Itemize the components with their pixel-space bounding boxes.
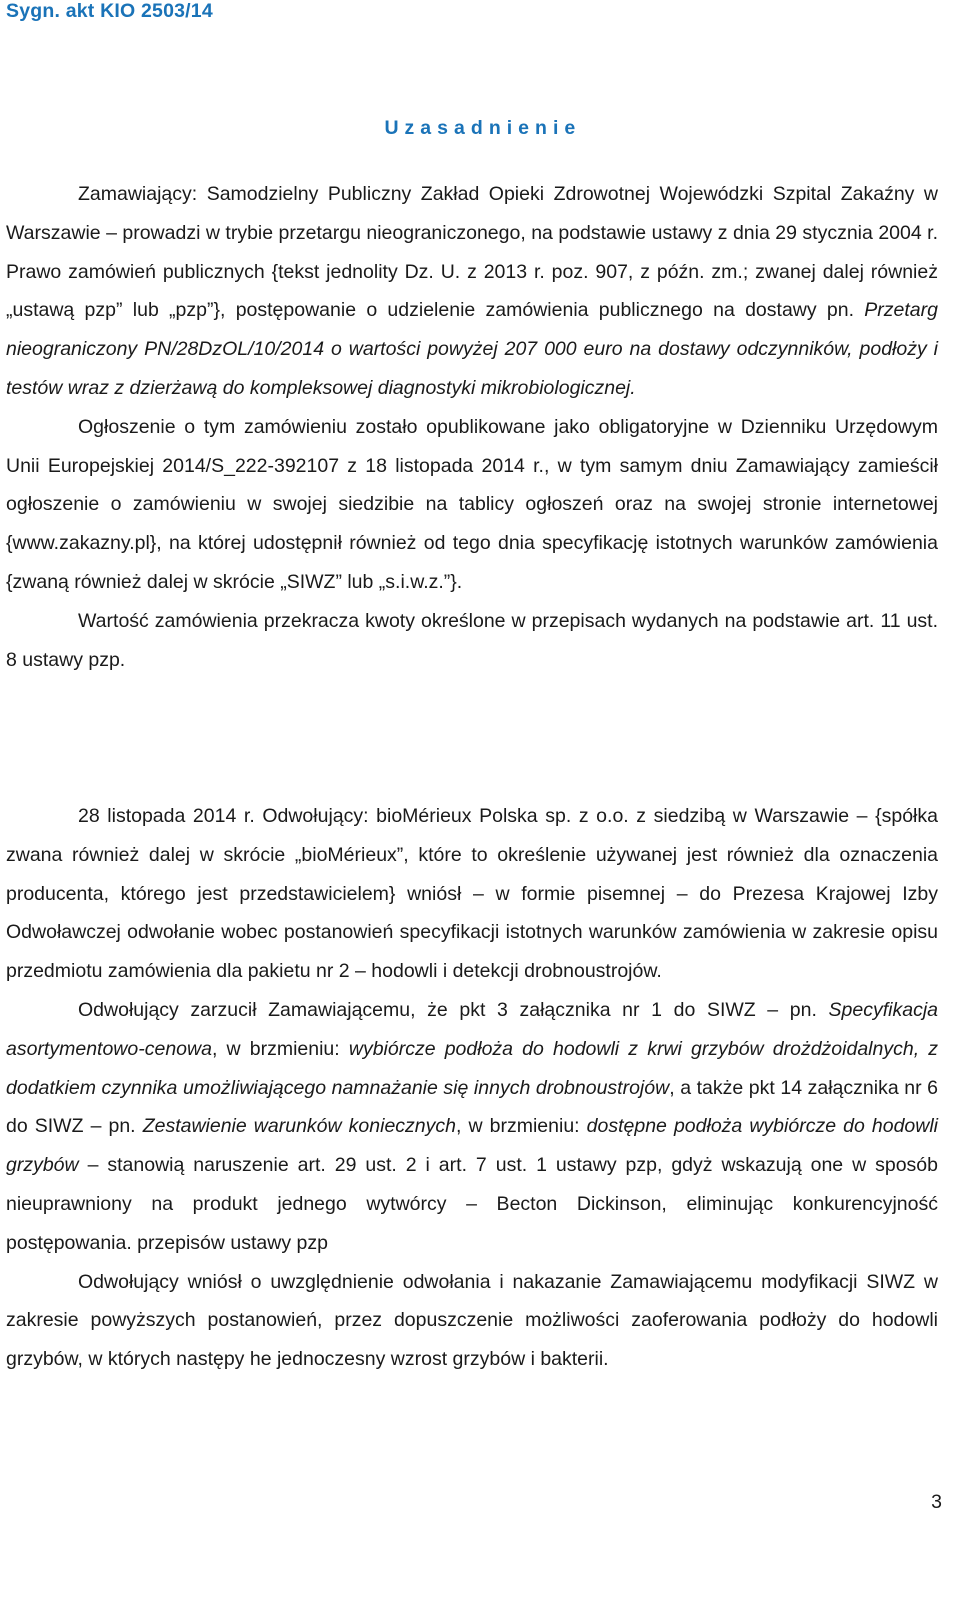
paragraph-contracting-authority	[6, 175, 938, 408]
text-fragment: , a także pkt 14 załącznika nr 6 do SIWZ – pn.	[6, 1076, 938, 1138]
paragraph-publication: Ogłoszenie o tym zamówieniu zostało opublikowane jako obligatoryjne w Dzienniku Urzędowym Unii Europejskiej 2014/S_222-392107 z 18 listopada 2014 r., w tym samym dniu Zamawiający zamieścił ogłoszenie o zamówieniu w swojej siedzibie na tablicy ogłoszeń oraz na swojej stronie internetowej {www.zakazny.pl}, na której udostępnił również od tego dnia specyfikację istotnych warunków zamówienia {zwaną również dalej w skrócie „SIWZ” lub „s.i.w.z.”}.	[6, 415, 938, 593]
italic-quote: dostępne podłoża wybiórcze do hodowli grzybów	[6, 1115, 939, 1177]
italic-term: Specyfikacja asortymentowo-cenowa	[6, 998, 938, 1060]
text-fragment: , w brzmieniu:	[455, 1115, 587, 1138]
paragraph-value: Wartość zamówienia przekracza kwoty określone w przepisach wydanych na podstawie art. 11 ust. 8 ustawy pzp.	[6, 609, 938, 671]
paragraph-allegations	[6, 991, 938, 1263]
document-heading: U z a s a d n i e n i e	[384, 117, 576, 139]
page-number: 3	[931, 1491, 942, 1513]
text-fragment: – stanowią naruszenie art. 29 ust. 2 i art. 7 ust. 1 ustawy pzp, gdyż wskazują one w sposób nieuprawniony na produkt jednego wytwórcy – Becton Dickinson, eliminując konkurencyjność postępowania. przepisów ustawy pzp	[6, 1154, 938, 1254]
section-justification-intro	[6, 175, 938, 679]
tender-title: Przetarg nieograniczony PN/28DzOL/10/2014 o wartości powyżej 207 000 euro na dostawy odczynników, podłoży i testów wraz z dzierżawą do kompleksowej diagnostyki mikrobiologicznej.	[6, 299, 938, 399]
paragraph-text: Zamawiający: Samodzielny Publiczny Zakład Opieki Zdrowotnej Wojewódzki Szpital Zakaźny w Warszawie – prowadzi w trybie przetargu nieograniczonego, na podstawie ustawy z dnia 29 stycznia 2004 r. Prawo zamówień publicznych {tekst jednolity Dz. U. z 2013 r. poz. 907, z późn. zm.; zwanej dalej również „ustawą pzp” lub „pzp”}, postępowanie o udzielenie zamówienia publicznego na dostawy pn.	[6, 183, 938, 322]
paragraph-appeal-filing: 28 listopada 2014 r. Odwołujący: bioMérieux Polska sp. z o.o. z siedzibą w Warszawie – {spółka zwana również dalej w skrócie „bioMérieux”, które to określenie używanej jest również dla oznaczenia producenta, którego jest przedstawicielem} wniósł – w formie pisemnej – do Prezesa Krajowej Izby Odwoławczej odwołanie wobec postanowień specyfikacji istotnych warunków zamówienia w zakresie opisu przedmiotu zamówienia dla pakietu nr 2 – hodowli i detekcji drobnoustrojów.	[6, 805, 938, 983]
section-appeal	[6, 797, 938, 1379]
case-reference: Sygn. akt KIO 2503/14	[6, 0, 213, 22]
text-fragment: , w brzmieniu:	[211, 1037, 349, 1060]
italic-term: Zestawienie warunków koniecznych	[142, 1115, 456, 1138]
paragraph-request: Odwołujący wniósł o uwzględnienie odwołania i nakazanie Zamawiającemu modyfikacji SIWZ w zakresie powyższych postanowień, przez dopuszczenie możliwości zaoferowania podłoży do hodowli grzybów, w których następy he jednoczesny wzrost grzybów i bakterii.	[6, 1270, 938, 1371]
text-fragment: Odwołujący zarzucił Zamawiającemu, że pkt 3 załącznika nr 1 do SIWZ – pn.	[78, 998, 829, 1021]
italic-quote: wybiórcze podłoża do hodowli z krwi grzybów drożdżoidalnych, z dodatkiem czynnika umożliwiającego namnażanie się innych drobnoustrojów	[6, 1037, 939, 1099]
